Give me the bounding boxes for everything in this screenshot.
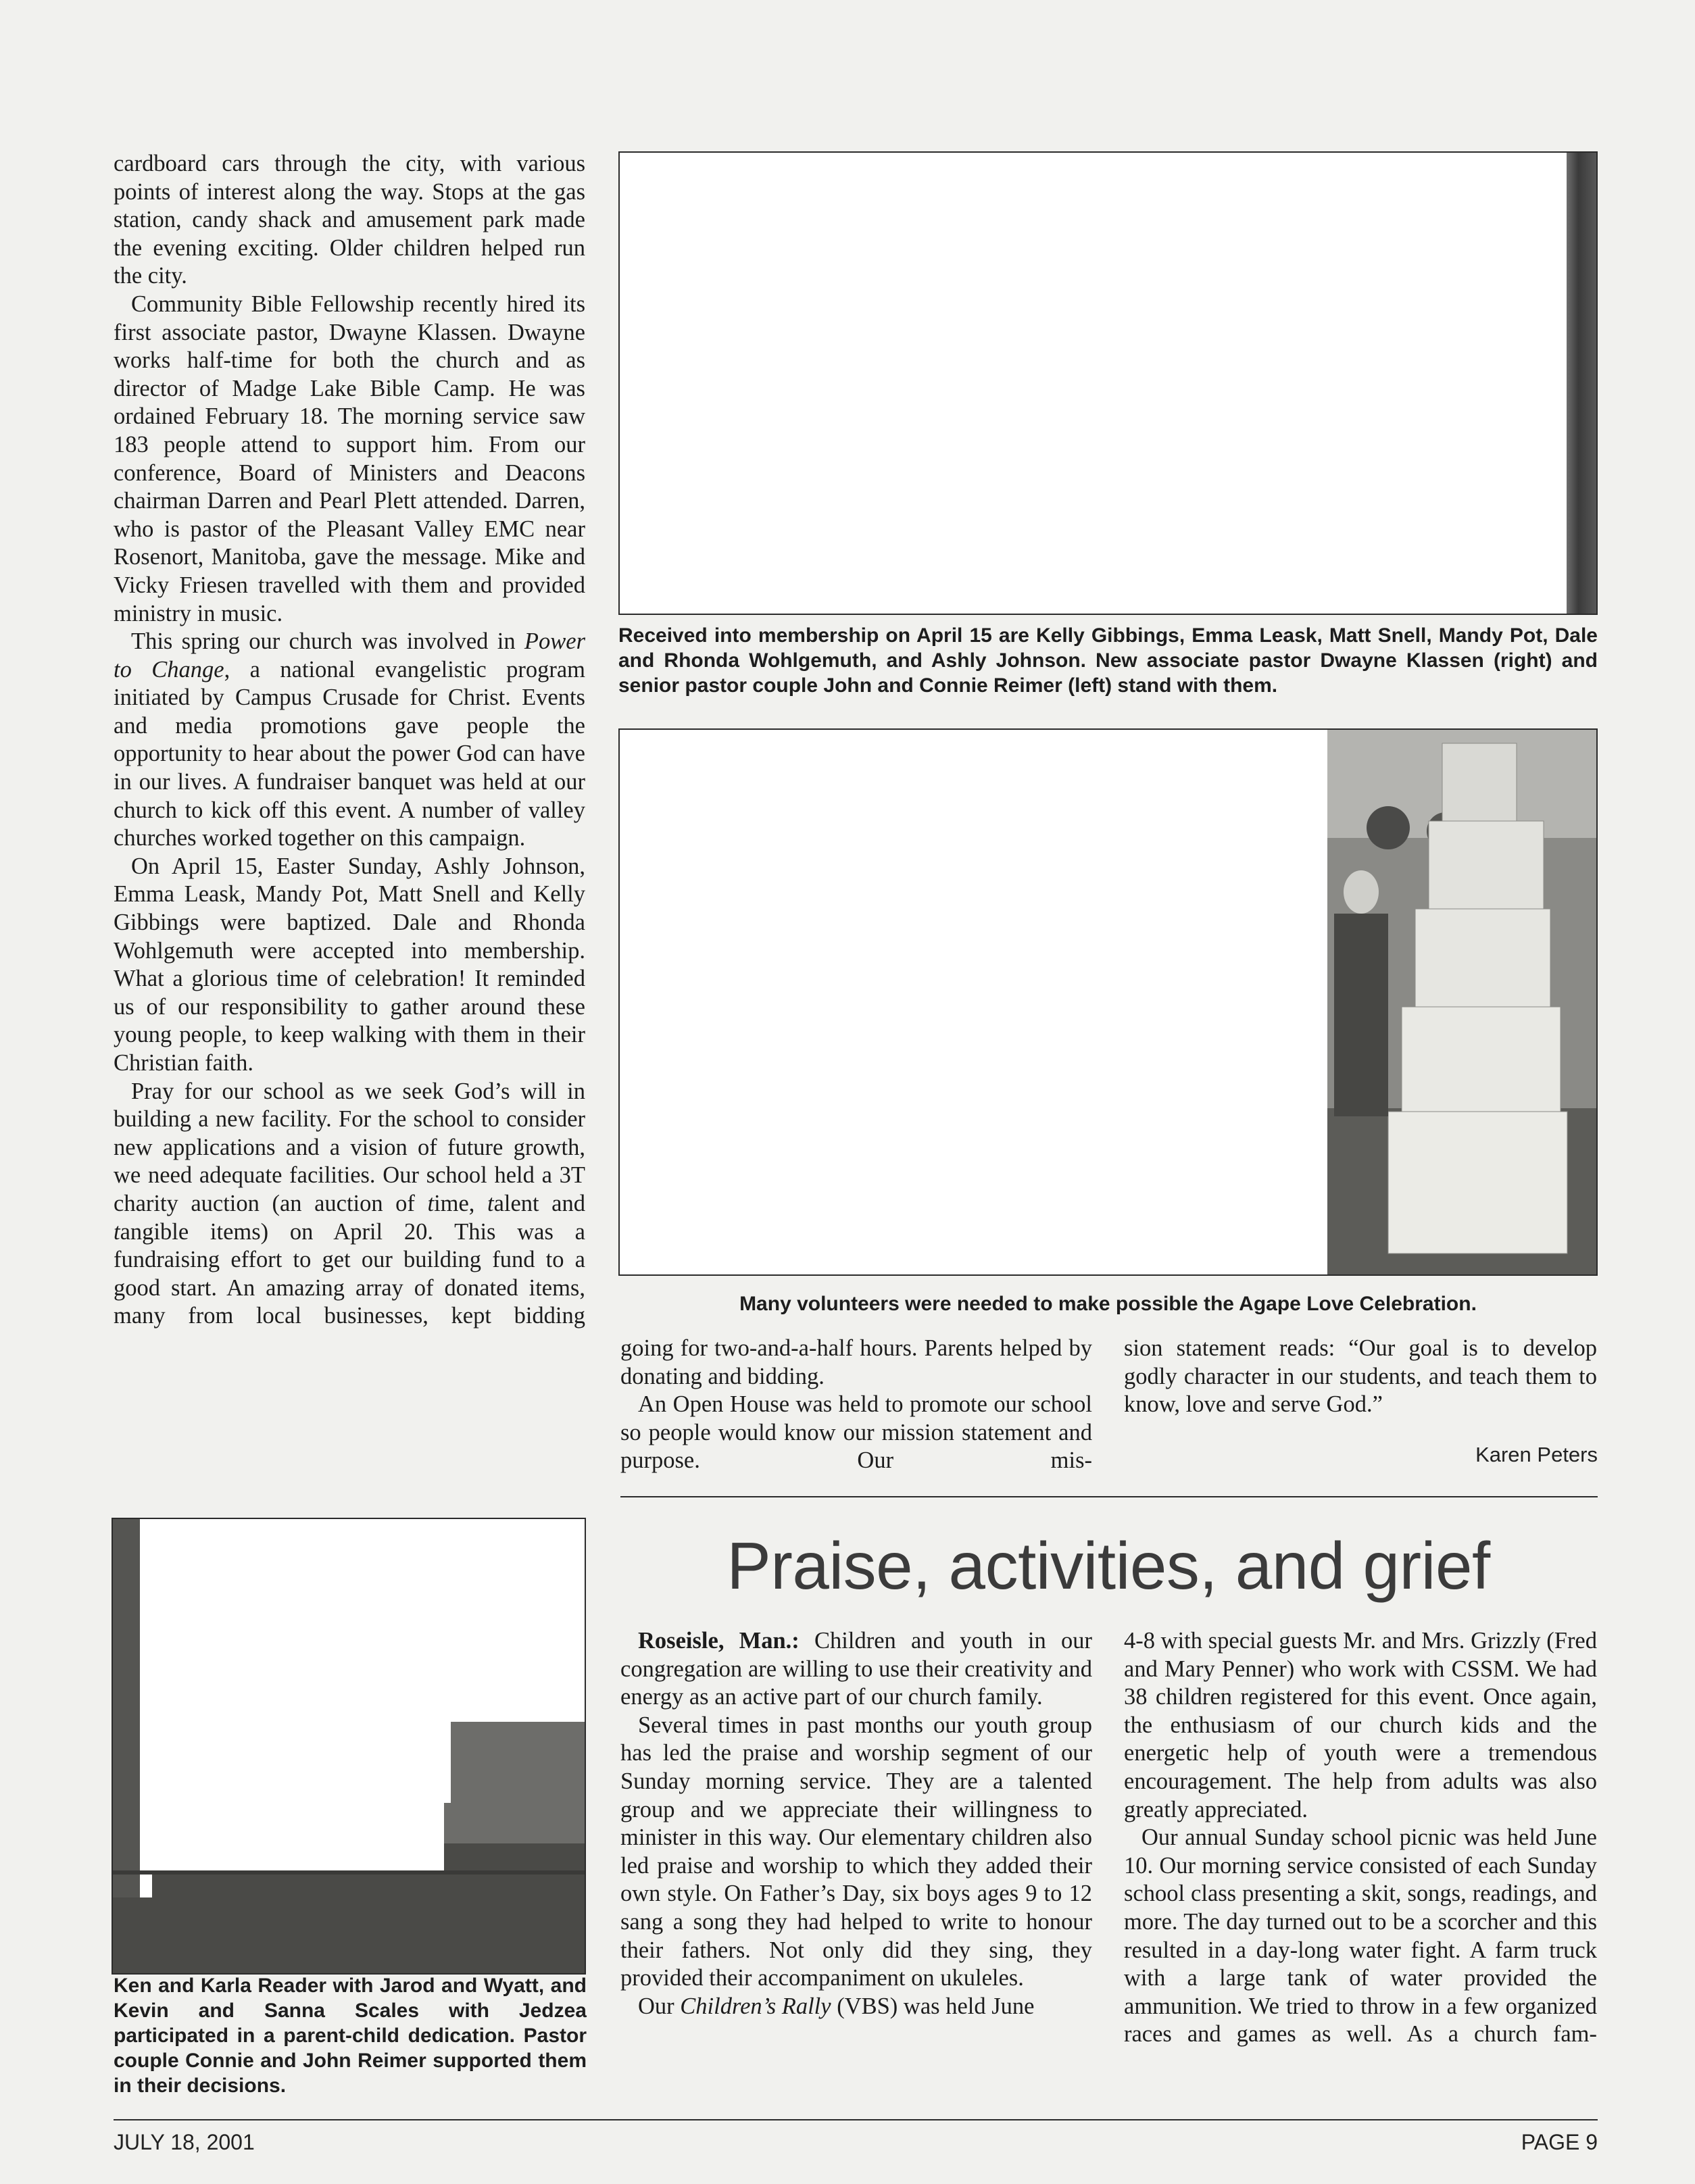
paragraph: 4-8 with special guests Mr. and Mrs. Grizzly (Fred and Mary Penner) who work with CSSM. We had 38 children registered for this event. Once again, the enthusiasm of our church kids and the energetic help of youth were a tremendous encouragement. The help from adults was also greatly appreciated.: [1124, 1628, 1597, 1822]
box: [1415, 909, 1550, 1010]
footer-date: JULY 18, 2001: [114, 2130, 255, 2154]
heart-decoration: [1367, 806, 1410, 849]
membership-photo: [618, 151, 1598, 615]
paragraph: Roseisle, Man.: Children and youth in our congregation are willing to use their creativity and energy as an active part of our church family.: [620, 1628, 1092, 1710]
photo-caption: Many volunteers were needed to make possible the Agape Love Celebration.: [739, 1293, 1477, 1315]
continuation-column-a: [620, 1335, 1092, 1475]
article-headline: Praise, activities, and grief: [727, 1529, 1490, 1603]
event-title: Children’s Rally: [680, 1993, 831, 2019]
person: [1344, 870, 1379, 914]
footer-divider: [114, 2119, 1598, 2120]
paragraph: An Open House was held to promote our school so people would know our mission statement and purpose. Our mis-: [620, 1391, 1092, 1474]
section-divider: [620, 1496, 1598, 1497]
boxes-photo-fragment: [1327, 730, 1596, 1274]
paragraph: sion statement reads: “Our goal is to develop godly character in our students, and teach them to know, love and serve God.”: [1124, 1335, 1597, 1418]
page-number: PAGE 9: [1521, 2130, 1598, 2154]
byline: Karen Peters: [1475, 1443, 1598, 1466]
program-title: Power to Change: [114, 628, 585, 682]
dedication-photo: [112, 1518, 586, 1975]
box: [1442, 743, 1517, 824]
photo-caption: Received into membership on April 15 are Kelly Gibbings, Emma Leask, Matt Snell, Mandy Pot, Dale and Rhonda Wohlgemuth, and Ashly Johnson. New associate pastor Dwayne Klassen (right) and senior pastor couple John and Connie Reimer (left) stand with them.: [618, 624, 1598, 697]
continuation-column-b: [1124, 1335, 1597, 1419]
left-column: [114, 150, 585, 1331]
paragraph: Our annual Sunday school picnic was held June 10. Our morning service consisted of each Sunday school class presenting a skit, songs, readings, and more. The day turned out to be a scorcher and this resulted in a day-long water fight. A farm truck with a large tank of water provided the ammunition. We tried to throw in a few organized races and games as well. As a church fam-: [1124, 1825, 1597, 2048]
box: [1388, 1112, 1567, 1254]
paragraph: On April 15, Easter Sunday, Ashly Johnson, Emma Leask, Mandy Pot, Matt Snell and Kelly Gibbings were baptized. Dale and Rhonda Wohlgemuth were accepted into membership. What a glorious time of celebration! It reminded us of our responsibility to gather around these young people, to keep walking with them in their Christian faith.: [114, 853, 585, 1076]
paragraph: Several times in past months our youth group has led the praise and worship segment of our Sunday morning service. They are a talented group and we appreciate their willingness to minister in this way. Our elementary children also led praise and worship to which they added their own style. On Father’s Day, six boys ages 9 to 12 sang a song they had helped to write to honour their fathers. Not only did they sing, they provided their accompaniment on ukuleles.: [620, 1712, 1092, 1991]
paragraph: going for two-and-a-half hours. Parents helped by donating and bidding.: [620, 1335, 1092, 1389]
box: [1429, 821, 1544, 912]
box: [1402, 1007, 1561, 1115]
paragraph: cardboard cars through the city, with various points of interest along the way. Stops at the gas station, candy shack and amusement park made the evening exciting. Older children helped run the city.: [114, 151, 585, 289]
paragraph: Pray for our school as we seek God’s will in building a new facility. For the school to consider new applications and a vision of future growth, we need adequate facilities. Our school held a 3T charity auction (an auction of time, talent and tangible items) on April 20. This was a fundraising effort to get our building fund to a good start. An amazing array of donated items, many from local businesses, kept bidding: [114, 1078, 585, 1329]
photo-caption: Ken and Karla Reader with Jarod and Wyatt, and Kevin and Sanna Scales with Jedzea participated in a parent-child dedication. Pastor couple Connie and John Reimer supported them in their decisions.: [114, 1975, 587, 2097]
dateline: Roseisle, Man.:: [638, 1628, 800, 1654]
paragraph: Our Children’s Rally (VBS) was held June: [638, 1993, 1035, 2019]
photo-edge: [1567, 153, 1596, 614]
article-column-a: [620, 1627, 1092, 2020]
dedication-photo-fragment: [113, 1519, 585, 1973]
article-column-b: [1124, 1627, 1597, 2049]
paragraph: This spring our church was involved in Power to Change, a national evangelistic program initiated by Campus Crusade for Christ. Events and media promotions gave people the opportunity to hear about the power God can have in our lives. A fundraiser banquet was held at our church to kick off this event. A number of valley churches worked together on this campaign.: [114, 628, 585, 851]
volunteers-photo: [618, 728, 1598, 1276]
paragraph: Community Bible Fellowship recently hired its first associate pastor, Dwayne Klassen. Dwayne works half-time for both the church and as director of Madge Lake Bible Camp. He was ordained February 18. The morning service saw 183 people attend to support him. From our conference, Board of Ministers and Deacons chairman Darren and Pearl Plett attended. Darren, who is pastor of the Pleasant Valley EMC near Rosenort, Manitoba, gave the message. Mike and Vicky Friesen travelled with them and provided ministry in music.: [114, 291, 585, 626]
